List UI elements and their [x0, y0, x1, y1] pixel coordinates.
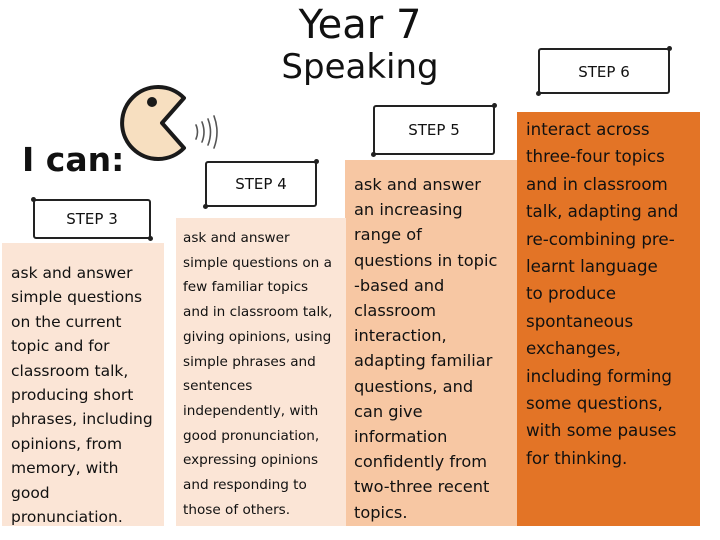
sound-waves-icon — [192, 112, 228, 152]
description-line: adapting familiar — [354, 351, 493, 371]
description-line: range of — [354, 225, 422, 245]
description-line: ask and answer — [354, 175, 481, 194]
description-line: on the current — [11, 312, 122, 331]
description-line: exchanges, — [526, 338, 621, 359]
description-line: opinions, from — [11, 434, 123, 453]
description-line: confidently from — [354, 452, 487, 472]
step-6-description — [517, 112, 700, 526]
scroll-knob — [31, 197, 36, 202]
page-title: Year 7 — [298, 2, 422, 48]
description-line: and responding to — [183, 477, 307, 494]
description-line: giving opinions, using — [183, 328, 332, 345]
description-line: good — [11, 483, 50, 502]
description-line: those of others. — [183, 501, 291, 518]
description-line: and in classroom talk, — [183, 304, 333, 321]
step-4-label — [205, 161, 317, 207]
step-4-description — [176, 218, 346, 526]
scroll-knob — [148, 236, 153, 241]
description-line: questions, and — [354, 376, 474, 396]
scroll-knob — [667, 46, 672, 51]
scroll-knob — [492, 103, 497, 108]
description-line: independently, with — [183, 402, 319, 419]
description-line: to produce — [526, 283, 616, 304]
description-line: questions in topic — [354, 250, 498, 270]
description-line: pronunciation. — [11, 508, 123, 527]
step-3-label — [33, 199, 151, 239]
description-line: two-three recent — [354, 477, 490, 497]
description-line: including forming — [526, 365, 673, 386]
step-label-text: STEP 5 — [408, 121, 460, 139]
step-5-description — [345, 160, 517, 526]
step-3-description — [2, 243, 164, 526]
description-line: few familiar topics — [183, 279, 309, 296]
description-line: some questions, — [526, 393, 663, 414]
scroll-knob — [203, 204, 208, 209]
description-line: an increasing — [354, 200, 463, 220]
step-5-label — [373, 105, 495, 155]
step-6-label — [538, 48, 670, 94]
step-label-text: STEP 4 — [235, 175, 287, 193]
scroll-knob — [371, 152, 376, 157]
description-line: simple questions — [11, 288, 143, 307]
description-line: memory, with — [11, 459, 119, 478]
description-line: -based and — [354, 275, 445, 295]
description-line: interaction, — [354, 326, 447, 346]
description-line: and in classroom — [526, 173, 668, 194]
description-line: simple phrases and — [183, 353, 316, 370]
description-line: producing short — [11, 386, 134, 405]
description-line: three-four topics — [526, 146, 665, 167]
scroll-knob — [536, 91, 541, 96]
description-line: learnt language — [526, 256, 658, 277]
i-can-heading: I can: — [22, 140, 125, 179]
description-line: ask and answer — [11, 264, 133, 282]
description-line: classroom — [354, 301, 437, 321]
description-line: talk, adapting and — [526, 201, 679, 222]
description-line: topic and for — [11, 337, 110, 356]
description-line: spontaneous — [526, 310, 634, 331]
description-line: simple questions on a — [183, 254, 332, 271]
description-line: re-combining pre- — [526, 228, 675, 249]
description-line: expressing opinions — [183, 452, 319, 469]
description-line: sentences — [183, 378, 253, 395]
description-line: can give — [354, 401, 423, 421]
description-line: interact across — [526, 119, 650, 139]
description-line: classroom talk, — [11, 361, 129, 380]
description-line: good pronunciation, — [183, 427, 320, 444]
description-line: phrases, including — [11, 410, 153, 429]
description-line: ask and answer — [183, 230, 290, 246]
description-line: information — [354, 427, 448, 447]
step-label-text: STEP 6 — [578, 63, 630, 81]
page-subtitle: Speaking — [281, 47, 439, 87]
step-label-text: STEP 3 — [66, 210, 118, 228]
description-line: topics. — [354, 502, 408, 522]
description-line: with some pauses — [526, 420, 677, 441]
description-line: for thinking. — [526, 447, 628, 468]
scroll-knob — [314, 159, 319, 164]
